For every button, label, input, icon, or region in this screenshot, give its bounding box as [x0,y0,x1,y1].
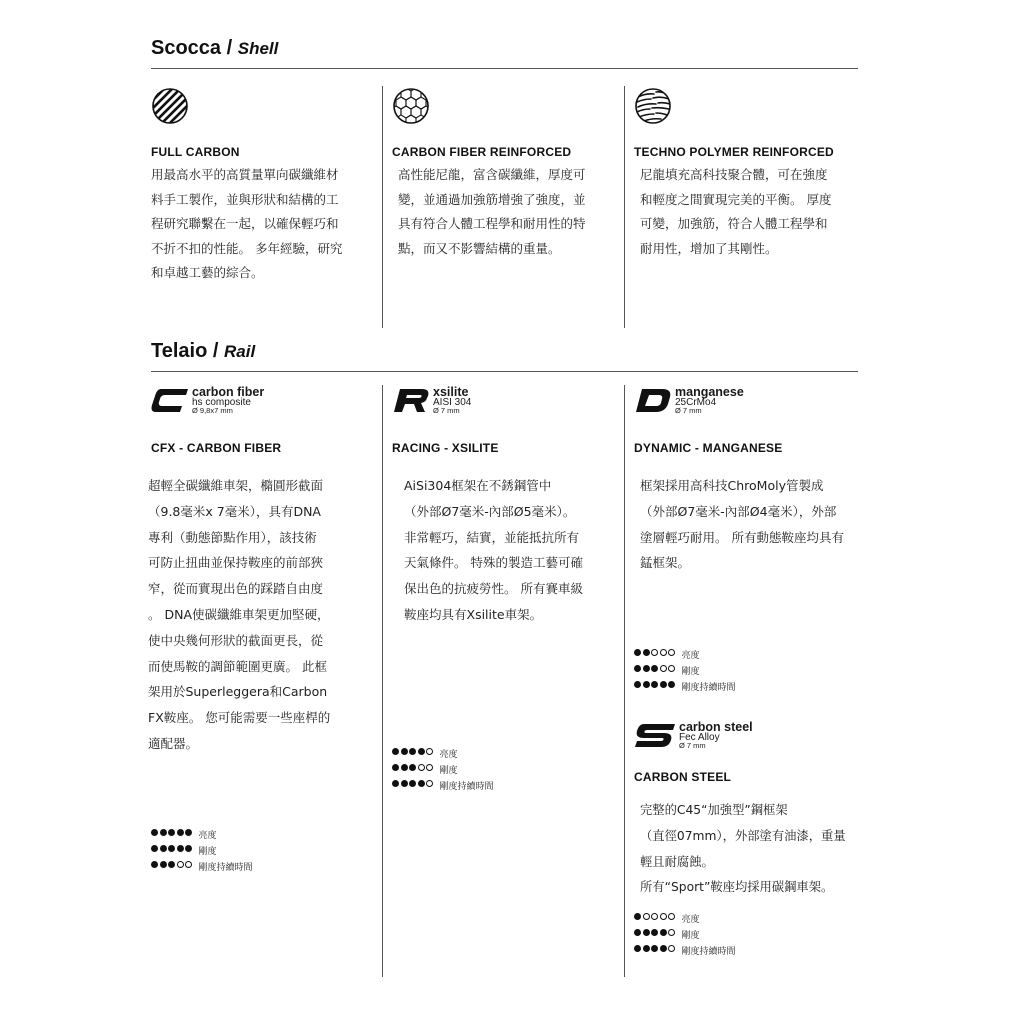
rail-text-1: 超輕全碳纖維車架，橢圓形截面 （9.8毫米x 7毫米），具有DNA 專利（動態節點作用），該技術 可防止扭曲並保持鞍座的前部狹 窄，從而實現出色的踩踏自由度 。 DNA使碳纖維車架更加堅硬， 使中央幾何形狀的截面更長，從 而使馬鞍的調節範圍更廣。 此框 架用於Superleggera和Carbon FX鞍座。 您可能需要一些座桿的 適配器。 [148,478,331,751]
rail-column-cfx [148,385,376,757]
rail-column-racing [392,387,617,628]
rating-dots [392,780,435,790]
filled-dot-icon [643,681,650,688]
empty-dot-icon [643,913,650,920]
filled-dot-icon [160,861,167,868]
rating-row: 亮度 [634,910,736,926]
filled-dot-icon [643,665,650,672]
filled-dot-icon [177,845,184,852]
rail-divider-1 [382,385,383,977]
logo-line-1: carbon steel [679,720,753,734]
filled-dot-icon [409,764,416,771]
filled-dot-icon [392,764,399,771]
carbon-steel-logo [634,722,874,750]
shell-title-italic: Shell [237,39,279,58]
carbon-fiber-logo [151,387,376,415]
rail-title-rule [151,371,858,372]
rating-dots [634,913,677,923]
shell-column-techno-polymer [634,87,859,261]
rating-dots [392,764,435,774]
logo-line-2: hs composite [192,397,251,408]
filled-dot-icon [177,829,184,836]
shell-section-title [151,37,278,60]
filled-dot-icon [151,829,158,836]
rating-row: 亮度 [392,745,494,761]
empty-dot-icon [668,929,675,936]
rail-heading-1: CFX - CARBON FIBER [151,441,282,455]
filled-dot-icon [151,861,158,868]
letter-s-logo-icon [634,722,676,748]
rating-dots [634,665,677,675]
rating-dots [634,945,677,955]
rating-row: 剛度持續時間 [634,678,736,694]
shell-divider-1 [382,86,383,328]
rating-dots [634,929,677,939]
filled-dot-icon [401,748,408,755]
rating-row: 剛度持續時間 [392,777,494,793]
filled-dot-icon [651,945,658,952]
filled-dot-icon [643,929,650,936]
shell-text-1: 用最高水平的高質量單向碳纖維材 料手工製作，並與形狀和結構的工 程研究聯繫在一起，以確保輕巧和 不折不扣的性能。 多年經驗，研究 和卓越工藝的綜合。 [151,167,343,280]
shell-divider-2 [624,86,625,328]
rail-ratings-3 [634,646,736,694]
rail-text-3: 框架採用高科技ChroMoly管製成 （外部Ø7毫米-內部Ø4毫米），外部 塗層輕巧耐用。 所有動態鞍座均具有 錳框架。 [640,478,844,571]
filled-dot-icon [418,780,425,787]
logo-line-2: Fec Alloy [679,732,720,743]
filled-dot-icon [160,845,167,852]
filled-dot-icon [160,829,167,836]
fiber-strands-icon [634,87,672,125]
rail-ratings-4 [634,910,736,958]
filled-dot-icon [634,913,641,920]
rating-row: 剛度 [634,926,736,942]
rating-row: 剛度 [392,761,494,777]
shell-text-2: 高性能尼龍，富含碳纖維，厚度可 變，並通過加強筋增強了強度，並 具有符合人體工程學和耐用性的特 點，而又不影響結構的重量。 [398,167,586,256]
filled-dot-icon [168,845,175,852]
filled-dot-icon [634,929,641,936]
logo-line-2: AISI 304 [433,397,472,408]
shell-title-rule [151,68,858,69]
rail-section-title [151,340,255,363]
empty-dot-icon [668,649,675,656]
logo-line-3: Ø 7 mm [679,741,706,750]
filled-dot-icon [168,861,175,868]
manganese-logo [634,387,874,415]
filled-dot-icon [660,945,667,952]
rail-heading-2: RACING - XSILITE [392,441,499,455]
filled-dot-icon [634,945,641,952]
filled-dot-icon [660,929,667,936]
filled-dot-icon [634,665,641,672]
empty-dot-icon [668,665,675,672]
shell-text-3: 尼龍填充高科技聚合體，可在強度 和輕度之間實現完美的平衡。 厚度 可變，加強筋，符合人體工程學和 耐用性，增加了其剛性。 [640,167,832,256]
rail-column-dynamic [634,387,874,576]
rail-ratings-2 [392,745,494,793]
rating-row: 剛度 [151,842,253,858]
empty-dot-icon [426,748,433,755]
logo-line-3: Ø 7 mm [433,406,460,415]
rating-dots [151,861,194,871]
shell-heading-2: CARBON FIBER REINFORCED [392,145,572,159]
empty-dot-icon [651,913,658,920]
logo-line-1: manganese [675,385,744,399]
filled-dot-icon [634,681,641,688]
filled-dot-icon [409,748,416,755]
shell-heading-3: TECHNO POLYMER REINFORCED [634,145,834,159]
carbon-weave-icon [151,87,189,125]
filled-dot-icon [651,929,658,936]
filled-dot-icon [651,665,658,672]
filled-dot-icon [168,829,175,836]
shell-column-full-carbon [151,87,371,286]
letter-c-logo-icon [151,387,189,413]
letter-d-logo-icon [634,387,672,413]
filled-dot-icon [185,829,192,836]
filled-dot-icon [418,748,425,755]
rating-dots [151,845,194,855]
rating-row: 剛度持續時間 [634,942,736,958]
filled-dot-icon [634,649,641,656]
filled-dot-icon [651,681,658,688]
empty-dot-icon [660,649,667,656]
empty-dot-icon [418,764,425,771]
shell-column-carbon-fiber-reinforced [392,87,617,261]
rail-text-4: 完整的C45“加強型”鋼框架 （直徑07mm），外部塗有油漆，重量 輕且耐腐蝕。 所有“Sport”鞍座均採用碳鋼車架。 [640,803,846,895]
shell-title-main: Scocca / [151,37,233,59]
rail-divider-2 [624,385,625,977]
empty-dot-icon [185,861,192,868]
rail-heading-3: DYNAMIC - MANGANESE [634,441,783,455]
empty-dot-icon [426,780,433,787]
filled-dot-icon [392,748,399,755]
empty-dot-icon [177,861,184,868]
rating-row: 亮度 [634,646,736,662]
xsilite-logo [392,387,617,415]
letter-r-logo-icon [392,387,430,413]
logo-line-1: xsilite [433,385,469,399]
empty-dot-icon [668,913,675,920]
rating-row: 剛度持續時間 [151,858,253,874]
filled-dot-icon [401,764,408,771]
empty-dot-icon [426,764,433,771]
filled-dot-icon [151,845,158,852]
filled-dot-icon [409,780,416,787]
empty-dot-icon [668,945,675,952]
logo-line-2: 25CrMo4 [675,397,717,408]
empty-dot-icon [651,649,658,656]
rail-text-2: AiSi304框架在不銹鋼管中 （外部Ø7毫米-內部Ø5毫米）。 非常輕巧，結實，並能抵抗所有 天氣條件。 特殊的製造工藝可確 保出色的抗疲勞性。 所有賽車級 鞍座均具有Xsilite車架。 [404,478,583,622]
rail-title-italic: Rail [223,342,256,361]
shell-heading-1: FULL CARBON [151,145,240,159]
hexagon-mesh-icon [392,87,430,125]
filled-dot-icon [392,780,399,787]
filled-dot-icon [668,681,675,688]
rail-ratings-1 [151,826,253,874]
rating-row: 亮度 [151,826,253,842]
rail-title-main: Telaio / [151,340,219,362]
rating-row: 剛度 [634,662,736,678]
empty-dot-icon [660,913,667,920]
logo-line-3: Ø 9,8x7 mm [192,406,233,415]
filled-dot-icon [643,649,650,656]
rail-column-carbon-steel [634,722,874,901]
filled-dot-icon [185,845,192,852]
rating-dots [392,748,435,758]
rating-dots [634,649,677,659]
logo-line-3: Ø 7 mm [675,406,702,415]
rating-dots [634,681,677,691]
filled-dot-icon [643,945,650,952]
filled-dot-icon [401,780,408,787]
empty-dot-icon [660,665,667,672]
rating-dots [151,829,194,839]
logo-line-1: carbon fiber [192,385,265,399]
rail-heading-4: CARBON STEEL [634,770,732,784]
filled-dot-icon [660,681,667,688]
